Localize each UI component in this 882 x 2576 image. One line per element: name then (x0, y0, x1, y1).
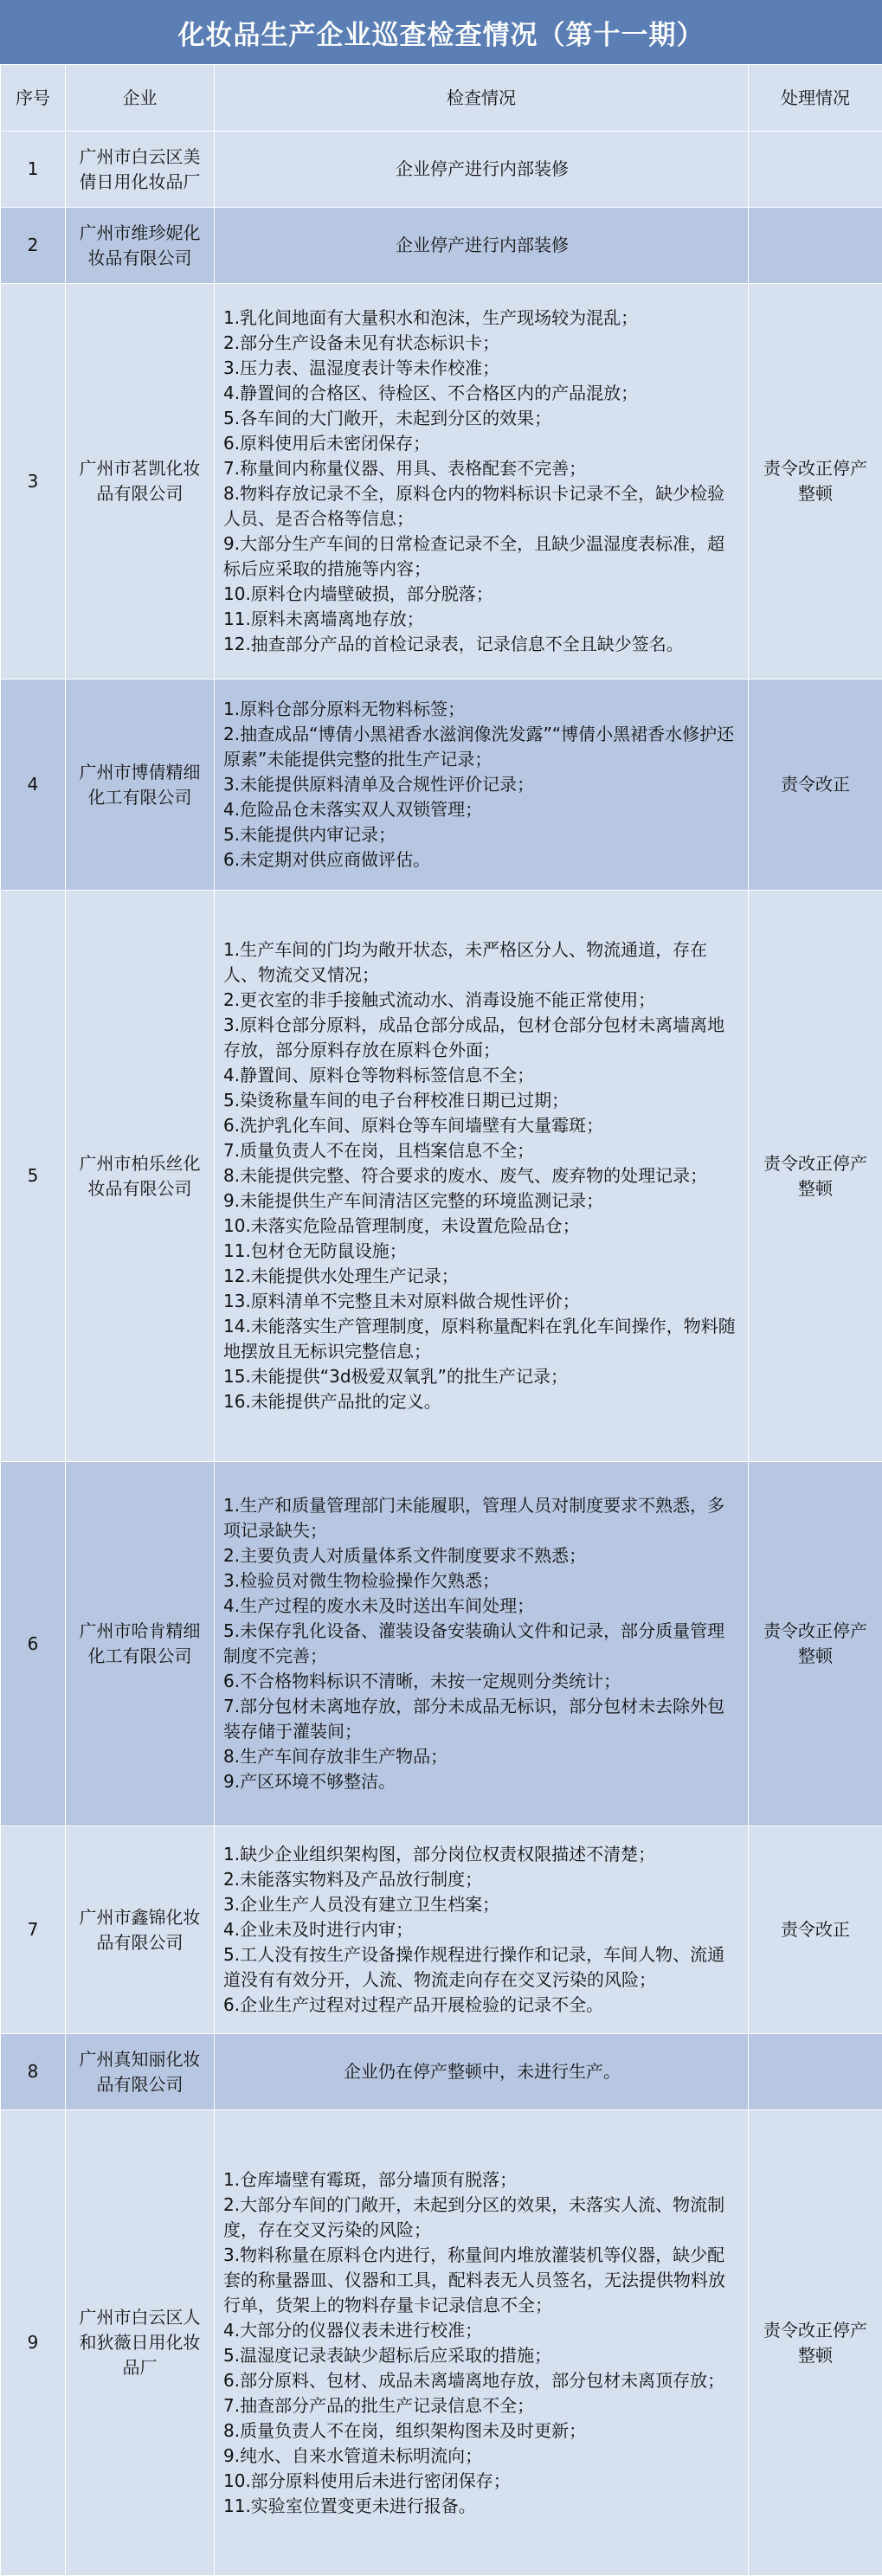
inspection-item: 6.未定期对供应商做评估。 (223, 847, 741, 873)
inspection-summary: 企业仍在停产整顿中，未进行生产。 (344, 2061, 621, 2082)
inspection-item: 4.生产过程的废水未及时送出车间处理； (223, 1594, 741, 1619)
inspection-table (0, 64, 882, 2576)
inspection-item: 6.洗护乳化车间、原料仓等车间墙壁有大量霉斑； (223, 1113, 741, 1138)
inspection-summary: 企业停产进行内部装修 (396, 235, 569, 255)
inspection-item: 3.未能提供原料清单及合规性评价记录； (223, 772, 741, 797)
inspection-item: 6.不合格物料标识不清晰，未按一定规则分类统计； (223, 1669, 741, 1694)
inspection-item: 6.原料使用后未密闭保存； (223, 431, 741, 456)
inspection-item: 3.企业生产人员没有建立卫生档案； (223, 1892, 741, 1917)
inspection-item: 10.原料仓内墙壁破损，部分脱落； (223, 582, 741, 607)
enterprise-name: 广州真知丽化妆品有限公司 (66, 2034, 215, 2110)
inspection-item: 16.未能提供产品批的定义。 (223, 1389, 741, 1414)
sheet-title: 化妆品生产企业巡查检查情况（第十一期） (0, 0, 882, 64)
inspection-item: 7.部分包材未离地存放，部分未成品无标识，部分包材未去除外包装存储于灌装间； (223, 1694, 741, 1744)
inspection-item: 7.抽查部分产品的批生产记录信息不全； (223, 2393, 741, 2418)
inspection-item: 1.原料仓部分原料无物料标签； (223, 697, 741, 722)
inspection-item: 3.物料称量在原料仓内进行，称量间内堆放灌装机等仪器，缺少配套的称量器皿、仪器和工具，配料表无人员签名，无法提供物料放行单，货架上的物料存量卡记录信息不全； (223, 2243, 741, 2318)
enterprise-name: 广州市茗凯化妆品有限公司 (66, 284, 215, 679)
handling-result: 责令改正停产整顿 (749, 284, 882, 679)
inspection-details (215, 208, 749, 284)
inspection-item: 5.温湿度记录表缺少超标后应采取的措施； (223, 2343, 741, 2368)
row-number: 5 (1, 891, 66, 1462)
inspection-item: 8.未能提供完整、符合要求的废水、废气、废弃物的处理记录； (223, 1163, 741, 1188)
inspection-item: 13.原料清单不完整且未对原料做合规性评价； (223, 1289, 741, 1314)
inspection-summary: 企业停产进行内部装修 (396, 158, 569, 179)
table-row (1, 1462, 882, 1826)
inspection-details (215, 2110, 749, 2576)
inspection-item: 3.压力表、温湿度表计等未作校准； (223, 356, 741, 381)
table-row (1, 2110, 882, 2576)
inspection-item: 5.工人没有按生产设备操作规程进行操作和记录，车间人物、流通道没有有效分开，人流、物流走向存在交叉污染的风险； (223, 1942, 741, 1993)
inspection-item: 11.包材仓无防鼠设施； (223, 1239, 741, 1264)
inspection-details (215, 679, 749, 891)
row-number: 7 (1, 1826, 66, 2034)
table-header-row (1, 65, 882, 132)
inspection-details (215, 284, 749, 679)
inspection-item: 14.未能落实生产管理制度，原料称量配料在乳化车间操作，物料随地摆放且无标识完整信息； (223, 1314, 741, 1364)
inspection-item: 8.生产车间存放非生产物品； (223, 1744, 741, 1769)
inspection-item: 12.未能提供水处理生产记录； (223, 1264, 741, 1289)
inspection-item: 9.大部分生产车间的日常检查记录不全，且缺少温湿度表标准，超标后应采取的措施等内容； (223, 531, 741, 582)
enterprise-name: 广州市鑫锦化妆品有限公司 (66, 1826, 215, 2034)
inspection-item: 9.产区环境不够整洁。 (223, 1769, 741, 1794)
inspection-item: 10.部分原料使用后未进行密闭保存； (223, 2469, 741, 2494)
row-number: 4 (1, 679, 66, 891)
inspection-details (215, 2034, 749, 2110)
inspection-item: 4.危险品仓未落实双人双锁管理； (223, 797, 741, 822)
handling-result: 责令改正停产整顿 (749, 1462, 882, 1826)
inspection-item: 3.原料仓部分原料，成品仓部分成品，包材仓部分包材未离墙离地存放，部分原料存放在原料仓外面； (223, 1013, 741, 1063)
inspection-item: 5.未保存乳化设备、灌装设备安装确认文件和记录，部分质量管理制度不完善； (223, 1619, 741, 1669)
row-number: 1 (1, 132, 66, 208)
inspection-item: 4.静置间的合格区、待检区、不合格区内的产品混放； (223, 381, 741, 406)
inspection-item: 9.纯水、自来水管道未标明流向； (223, 2444, 741, 2469)
inspection-item: 1.仓库墙壁有霉斑，部分墙顶有脱落； (223, 2167, 741, 2193)
table-row (1, 891, 882, 1462)
inspection-item: 8.物料存放记录不全，原料仓内的物料标识卡记录不全，缺少检验人员、是否合格等信息； (223, 481, 741, 531)
inspection-item: 2.主要负责人对质量体系文件制度要求不熟悉； (223, 1543, 741, 1568)
inspection-item: 7.质量负责人不在岗，且档案信息不全； (223, 1138, 741, 1163)
inspection-item: 4.静置间、原料仓等物料标签信息不全； (223, 1063, 741, 1088)
inspection-item: 4.企业未及时进行内审； (223, 1917, 741, 1942)
inspection-item: 5.染烫称量车间的电子台秤校准日期已过期； (223, 1088, 741, 1113)
inspection-item: 11.实验室位置变更未进行报备。 (223, 2494, 741, 2519)
table-row (1, 284, 882, 679)
inspection-item: 5.未能提供内审记录； (223, 822, 741, 847)
enterprise-name: 广州市维珍妮化妆品有限公司 (66, 208, 215, 284)
inspection-details (215, 1826, 749, 2034)
enterprise-name: 广州市博倩精细化工有限公司 (66, 679, 215, 891)
inspection-item: 2.部分生产设备未见有状态标识卡； (223, 331, 741, 356)
header-num: 序号 (1, 65, 66, 132)
inspection-item: 6.部分原料、包材、成品未离墙离地存放，部分包材未离顶存放； (223, 2368, 741, 2393)
inspection-item: 3.检验员对微生物检验操作欠熟悉； (223, 1568, 741, 1594)
table-row (1, 1826, 882, 2034)
table-row (1, 679, 882, 891)
handling-result: 责令改正停产整顿 (749, 2110, 882, 2576)
table-row (1, 208, 882, 284)
row-number: 3 (1, 284, 66, 679)
header-result: 处理情况 (749, 65, 882, 132)
inspection-details (215, 891, 749, 1462)
handling-result: 责令改正 (749, 1826, 882, 2034)
inspection-item: 6.企业生产过程对过程产品开展检验的记录不全。 (223, 1993, 741, 2018)
enterprise-name: 广州市哈肯精细化工有限公司 (66, 1462, 215, 1826)
inspection-item: 2.抽查成品“博倩小黑裙香水滋润像洗发露”“博倩小黑裙香水修护还原素”未能提供完整的批生产记录； (223, 722, 741, 772)
inspection-item: 15.未能提供“3d极爱双氧乳”的批生产记录； (223, 1364, 741, 1389)
row-number: 2 (1, 208, 66, 284)
handling-result (749, 208, 882, 284)
enterprise-name: 广州市白云区美倩日用化妆品厂 (66, 132, 215, 208)
enterprise-name: 广州市白云区人和狄薇日用化妆品厂 (66, 2110, 215, 2576)
inspection-item: 5.各车间的大门敞开，未起到分区的效果； (223, 406, 741, 431)
inspection-item: 10.未落实危险品管理制度，未设置危险品仓； (223, 1214, 741, 1239)
inspection-item: 7.称量间内称量仪器、用具、表格配套不完善； (223, 456, 741, 481)
header-inspection: 检查情况 (215, 65, 749, 132)
inspection-item: 2.未能落实物料及产品放行制度； (223, 1867, 741, 1892)
inspection-item: 2.更衣室的非手接触式流动水、消毒设施不能正常使用； (223, 988, 741, 1013)
row-number: 8 (1, 2034, 66, 2110)
inspection-item: 1.生产和质量管理部门未能履职，管理人员对制度要求不熟悉，多项记录缺失； (223, 1493, 741, 1543)
inspection-item: 1.乳化间地面有大量积水和泡沫，生产现场较为混乱； (223, 306, 741, 331)
enterprise-name: 广州市柏乐丝化妆品有限公司 (66, 891, 215, 1462)
table-row (1, 2034, 882, 2110)
inspection-item: 9.未能提供生产车间清洁区完整的环境监测记录； (223, 1188, 741, 1214)
inspection-details (215, 1462, 749, 1826)
inspection-item: 11.原料未离墙离地存放； (223, 607, 741, 632)
handling-result (749, 132, 882, 208)
inspection-item: 2.大部分车间的门敞开，未起到分区的效果，未落实人流、物流制度，存在交叉污染的风险； (223, 2193, 741, 2243)
table-body (1, 132, 882, 2576)
header-enterprise: 企业 (66, 65, 215, 132)
inspection-item: 8.质量负责人不在岗，组织架构图未及时更新； (223, 2418, 741, 2444)
handling-result: 责令改正停产整顿 (749, 891, 882, 1462)
handling-result (749, 2034, 882, 2110)
inspection-details (215, 132, 749, 208)
inspection-item: 1.生产车间的门均为敞开状态，未严格区分人、物流通道，存在人、物流交叉情况； (223, 937, 741, 988)
table-row (1, 132, 882, 208)
row-number: 9 (1, 2110, 66, 2576)
row-number: 6 (1, 1462, 66, 1826)
inspection-item: 4.大部分的仪器仪表未进行校准； (223, 2318, 741, 2343)
inspection-item: 12.抽查部分产品的首检记录表，记录信息不全且缺少签名。 (223, 632, 741, 657)
handling-result: 责令改正 (749, 679, 882, 891)
inspection-item: 1.缺少企业组织架构图，部分岗位权责权限描述不清楚； (223, 1842, 741, 1867)
